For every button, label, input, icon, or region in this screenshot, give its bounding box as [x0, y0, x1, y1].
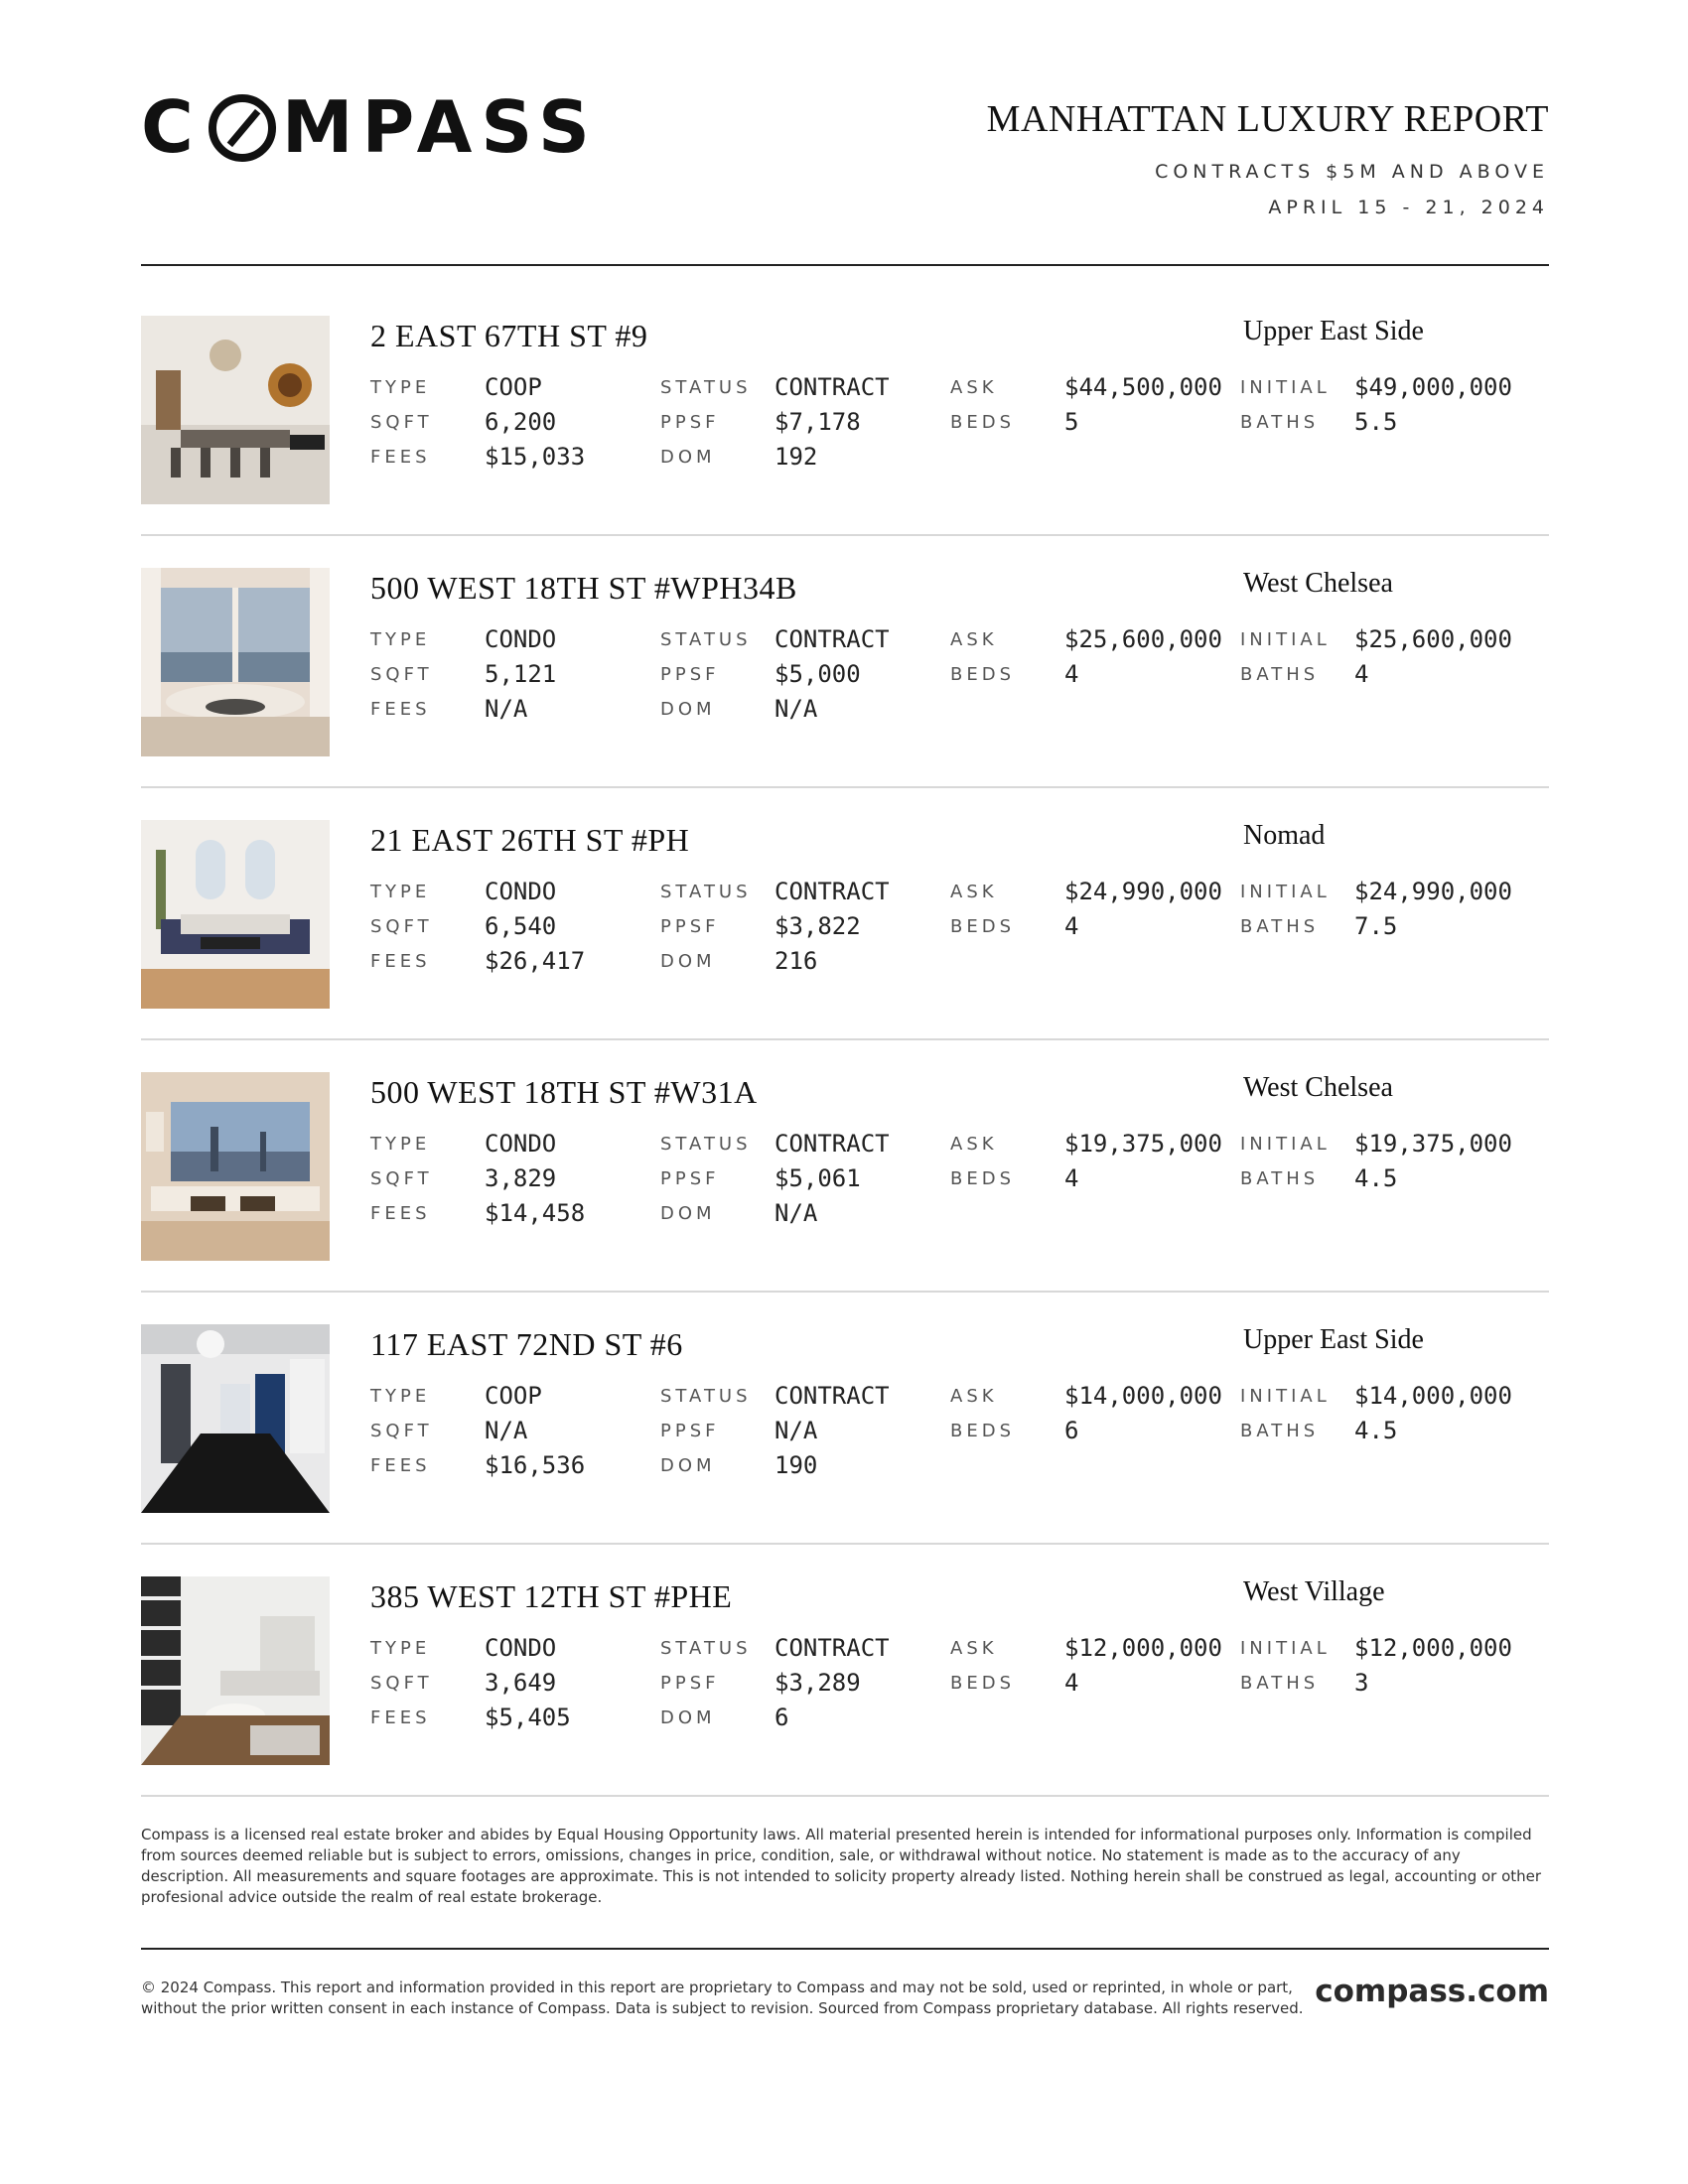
- field-value: $5,061: [774, 1164, 861, 1192]
- field-label: BATHS: [1240, 412, 1320, 433]
- field-label: ASK: [950, 629, 998, 650]
- copyright-text: © 2024 Compass. This report and information provided in this report are proprietary to Compass and may not be sold, used or reprinted, in whole or part, without the prior written consent in each instance of Compass. Data is subject to revision. Sourced from Compass proprietary database. All rights reserved.: [141, 1979, 1304, 2017]
- field-label: INITIAL: [1240, 1386, 1331, 1407]
- field-label: STATUS: [660, 1638, 752, 1659]
- field-value: $44,500,000: [1064, 373, 1222, 401]
- listing-neighborhood: Upper East Side: [1243, 1324, 1424, 1355]
- field-label: INITIAL: [1240, 1638, 1331, 1659]
- field-label: FEES: [370, 447, 431, 468]
- report-dates: APRIL 15 - 21, 2024: [1268, 197, 1549, 218]
- field-label: BEDS: [950, 412, 1016, 433]
- field-value: $24,990,000: [1064, 878, 1222, 905]
- field-value: CONDO: [485, 1634, 557, 1662]
- listing-card[interactable]: [141, 820, 1549, 1011]
- report-title: MANHATTAN LUXURY REPORT: [986, 98, 1549, 140]
- field-value: 4: [1064, 1669, 1079, 1697]
- field-value: 4.5: [1354, 1417, 1398, 1444]
- field-label: INITIAL: [1240, 1134, 1331, 1155]
- property-photo-image: [141, 1324, 330, 1513]
- field-value: $12,000,000: [1354, 1634, 1512, 1662]
- field-value: $14,000,000: [1354, 1382, 1512, 1410]
- field-label: PPSF: [660, 1673, 720, 1694]
- field-value: $12,000,000: [1064, 1634, 1222, 1662]
- field-label: ASK: [950, 1134, 998, 1155]
- compass-logo: C MPASS: [141, 85, 599, 169]
- field-label: TYPE: [370, 1638, 431, 1659]
- field-value: $3,822: [774, 912, 861, 940]
- report-subtitle: CONTRACTS $5M AND ABOVE: [1155, 161, 1549, 183]
- field-value: 4: [1064, 1164, 1079, 1192]
- field-value: 7.5: [1354, 912, 1398, 940]
- field-value: CONDO: [485, 1130, 557, 1158]
- field-label: PPSF: [660, 664, 720, 685]
- report-header: [987, 97, 1549, 218]
- field-label: STATUS: [660, 1134, 752, 1155]
- field-value: 4: [1064, 660, 1079, 688]
- field-label: BATHS: [1240, 664, 1320, 685]
- field-label: STATUS: [660, 1386, 752, 1407]
- field-label: SQFT: [370, 1673, 433, 1694]
- field-label: FEES: [370, 1455, 431, 1476]
- field-value: 192: [774, 443, 818, 471]
- field-label: ASK: [950, 882, 998, 902]
- field-label: BATHS: [1240, 1673, 1320, 1694]
- listing-divider: [141, 1291, 1549, 1293]
- field-label: DOM: [660, 1455, 716, 1476]
- field-label: PPSF: [660, 1421, 720, 1441]
- field-value: CONTRACT: [774, 878, 890, 905]
- field-value: 5.5: [1354, 408, 1398, 436]
- field-value: CONTRACT: [774, 373, 890, 401]
- listing-address[interactable]: 500 WEST 18TH ST #W31A: [370, 1074, 758, 1110]
- field-label: TYPE: [370, 882, 431, 902]
- field-value: COOP: [485, 373, 542, 401]
- field-label: PPSF: [660, 412, 720, 433]
- field-value: CONTRACT: [774, 625, 890, 653]
- listing-card[interactable]: [141, 316, 1549, 506]
- field-label: INITIAL: [1240, 629, 1331, 650]
- field-label: DOM: [660, 1707, 716, 1728]
- property-photo[interactable]: [141, 1576, 330, 1765]
- listing-address[interactable]: 385 WEST 12TH ST #PHE: [370, 1578, 733, 1614]
- field-value: $19,375,000: [1354, 1130, 1512, 1158]
- field-label: BATHS: [1240, 1421, 1320, 1441]
- listing-card[interactable]: [141, 1576, 1549, 1767]
- field-value: CONTRACT: [774, 1382, 890, 1410]
- field-label: PPSF: [660, 916, 720, 937]
- field-value: $25,600,000: [1064, 625, 1222, 653]
- listing-neighborhood: West Chelsea: [1243, 568, 1393, 599]
- property-photo[interactable]: [141, 1324, 330, 1513]
- field-label: FEES: [370, 1203, 431, 1224]
- field-label: DOM: [660, 1203, 716, 1224]
- listing-address[interactable]: 117 EAST 72ND ST #6: [370, 1326, 683, 1362]
- field-value: $3,289: [774, 1669, 861, 1697]
- field-value: 3,649: [485, 1669, 557, 1697]
- listing-divider: [141, 534, 1549, 536]
- field-value: CONTRACT: [774, 1634, 890, 1662]
- field-label: BEDS: [950, 1168, 1016, 1189]
- listing-address[interactable]: 21 EAST 26TH ST #PH: [370, 822, 690, 858]
- property-photo-image: [141, 1072, 330, 1261]
- listing-neighborhood: Nomad: [1243, 820, 1326, 851]
- field-value: $5,405: [485, 1704, 571, 1731]
- field-label: BEDS: [950, 1673, 1016, 1694]
- field-value: $24,990,000: [1354, 878, 1512, 905]
- listing-divider: [141, 1795, 1549, 1797]
- field-value: 6,200: [485, 408, 557, 436]
- field-label: SQFT: [370, 1168, 433, 1189]
- property-photo-image: [141, 316, 330, 504]
- field-value: 6: [774, 1704, 789, 1731]
- field-label: TYPE: [370, 1134, 431, 1155]
- field-label: FEES: [370, 951, 431, 972]
- field-value: $49,000,000: [1354, 373, 1512, 401]
- footer-divider: [141, 1948, 1549, 1950]
- field-value: $15,033: [485, 443, 586, 471]
- field-label: FEES: [370, 1707, 431, 1728]
- field-label: DOM: [660, 699, 716, 720]
- field-value: 4: [1064, 912, 1079, 940]
- compass-logo-mark-icon: [209, 94, 276, 162]
- field-label: SQFT: [370, 412, 433, 433]
- field-value: $14,000,000: [1064, 1382, 1222, 1410]
- field-value: N/A: [485, 695, 528, 723]
- field-value: N/A: [774, 1417, 818, 1444]
- listing-neighborhood: Upper East Side: [1243, 316, 1424, 346]
- field-label: BEDS: [950, 916, 1016, 937]
- field-label: DOM: [660, 951, 716, 972]
- field-label: FEES: [370, 699, 431, 720]
- field-label: ASK: [950, 377, 998, 398]
- field-label: BATHS: [1240, 1168, 1320, 1189]
- field-label: INITIAL: [1240, 882, 1331, 902]
- property-photo-image: [141, 1576, 330, 1765]
- field-value: CONTRACT: [774, 1130, 890, 1158]
- field-value: $7,178: [774, 408, 861, 436]
- field-label: SQFT: [370, 1421, 433, 1441]
- field-value: $14,458: [485, 1199, 586, 1227]
- field-value: 6,540: [485, 912, 557, 940]
- field-label: TYPE: [370, 377, 431, 398]
- field-value: 4.5: [1354, 1164, 1398, 1192]
- listing-card[interactable]: [141, 1324, 1549, 1515]
- field-value: 190: [774, 1451, 818, 1479]
- property-photo[interactable]: [141, 316, 330, 504]
- listing-neighborhood: West Chelsea: [1243, 1072, 1393, 1103]
- field-label: BEDS: [950, 664, 1016, 685]
- field-value: CONDO: [485, 625, 557, 653]
- field-label: INITIAL: [1240, 377, 1331, 398]
- property-photo[interactable]: [141, 568, 330, 756]
- field-value: N/A: [774, 695, 818, 723]
- field-label: SQFT: [370, 916, 433, 937]
- field-label: TYPE: [370, 1386, 431, 1407]
- field-value: CONDO: [485, 878, 557, 905]
- property-photo-image: [141, 820, 330, 1009]
- listing-card[interactable]: [141, 568, 1549, 758]
- field-label: STATUS: [660, 377, 752, 398]
- property-photo[interactable]: [141, 820, 330, 1009]
- field-value: 3,829: [485, 1164, 557, 1192]
- field-value: 3: [1354, 1669, 1369, 1697]
- website-link[interactable]: compass.com: [1315, 1974, 1549, 2009]
- property-photo[interactable]: [141, 1072, 330, 1261]
- field-value: $16,536: [485, 1451, 586, 1479]
- listing-card[interactable]: [141, 1072, 1549, 1263]
- field-value: 4: [1354, 660, 1369, 688]
- listing-address[interactable]: 500 WEST 18TH ST #WPH34B: [370, 570, 797, 606]
- field-value: 6: [1064, 1417, 1079, 1444]
- field-label: DOM: [660, 447, 716, 468]
- field-label: PPSF: [660, 1168, 720, 1189]
- field-label: STATUS: [660, 882, 752, 902]
- property-photo-image: [141, 568, 330, 756]
- field-label: TYPE: [370, 629, 431, 650]
- field-value: 5: [1064, 408, 1079, 436]
- field-value: 216: [774, 947, 818, 975]
- field-value: $26,417: [485, 947, 586, 975]
- field-value: N/A: [485, 1417, 528, 1444]
- field-value: $25,600,000: [1354, 625, 1512, 653]
- header-divider: [141, 264, 1549, 266]
- disclaimer-text: Compass is a licensed real estate broker and abides by Equal Housing Opportunity laws. All material presented herein is intended for informational purposes only. Information is compiled from sources deemed reliable but is subject to errors, omissions, changes in price, condition, sale, or withdrawal without notice. No statement is made as to the accuracy of any description. All measurements and square footages are approximate. This is not intended to solicity property already listed. Nothing herein shall be construed as legal, accounting or other profesional advice outside the realm of real estate brokerage.: [141, 1826, 1542, 1906]
- listing-address[interactable]: 2 EAST 67TH ST #9: [370, 318, 648, 353]
- field-label: BATHS: [1240, 916, 1320, 937]
- field-value: N/A: [774, 1199, 818, 1227]
- listing-neighborhood: West Village: [1243, 1576, 1385, 1607]
- field-value: $19,375,000: [1064, 1130, 1222, 1158]
- field-value: $5,000: [774, 660, 861, 688]
- field-label: ASK: [950, 1386, 998, 1407]
- field-label: STATUS: [660, 629, 752, 650]
- field-value: COOP: [485, 1382, 542, 1410]
- listing-divider: [141, 786, 1549, 788]
- listing-divider: [141, 1038, 1549, 1040]
- field-label: BEDS: [950, 1421, 1016, 1441]
- listing-divider: [141, 1543, 1549, 1545]
- field-label: SQFT: [370, 664, 433, 685]
- field-label: ASK: [950, 1638, 998, 1659]
- field-value: 5,121: [485, 660, 557, 688]
